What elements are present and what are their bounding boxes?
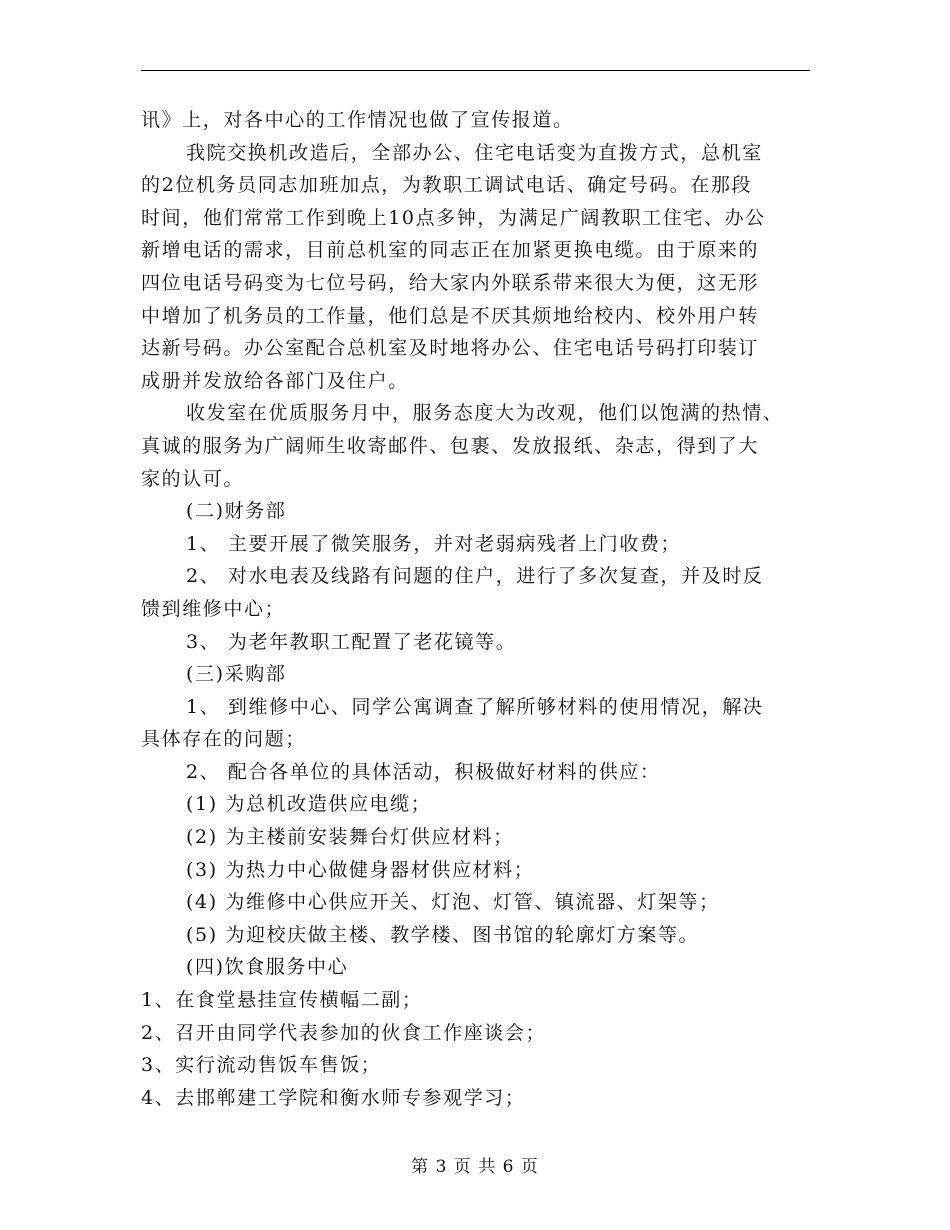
text-line-content: 1、在食堂悬挂宣传横幅二副； [141,989,423,1012]
text-line-content: 3、实行流动售饭车售饭； [141,1054,382,1077]
text-line [141,234,810,267]
text-line [141,1049,810,1082]
text-line [141,169,810,202]
text-line [141,202,810,235]
text-line [141,951,810,984]
text-line-content: 2、召开由同学代表参加的伙食工作座谈会； [141,1021,547,1044]
text-line [141,560,810,593]
text-line [141,528,810,561]
text-line [141,397,810,430]
text-line-content: 时间，他们常常工作到晚上10点多钟，为满足广阔教职工住宅、办公 [141,206,766,229]
text-line [141,821,810,854]
document-body [141,104,810,1114]
text-line-content: 新增电话的需求，目前总机室的同志正在加紧更换电缆。由于原来的 [141,239,760,262]
text-line [141,137,810,170]
text-line [141,495,810,528]
text-line [141,104,810,137]
text-line-content: 我院交换机改造后，全部办公、住宅电话变为直拨方式，总机室 [186,141,763,164]
text-line [141,300,810,333]
text-line-content: 成册并发放给各部门及住户。 [141,369,409,392]
text-line-content: 馈到维修中心； [141,597,286,620]
header-rule [141,70,810,71]
text-line [141,658,810,691]
text-line [141,593,810,626]
text-line [141,1017,810,1050]
text-line-content: (2) 为主楼前安装舞台灯供应材料； [186,826,514,849]
text-line-content: 1、 到维修中心、同学公寓调查了解所够材料的使用情况，解决 [186,695,764,718]
text-line [141,430,810,463]
text-line-content: 四位电话号码变为七位号码，给大家内外联系带来很大为便，这无形 [141,271,760,294]
text-line-content: 具体存在的问题； [141,728,306,751]
text-line [141,626,810,659]
text-line [141,463,810,496]
text-line [141,267,810,300]
text-line [141,723,810,756]
text-line [141,788,810,821]
text-line [141,332,810,365]
text-line-content: 家的认可。 [141,467,245,490]
text-line-content: (四)饮食服务中心 [186,956,349,979]
text-line [141,1082,810,1115]
text-line-content: (5) 为迎校庆做主楼、教学楼、图书馆的轮廓灯方案等。 [186,923,700,946]
text-line-content: 讯》上，对各中心的工作情况也做了宣传报道。 [141,109,574,131]
text-line-content: 中增加了机务员的工作量，他们总是不厌其烦地给校内、校外用户转 [141,304,760,327]
text-line-content: (二)财务部 [186,500,287,523]
text-line [141,691,810,724]
text-line-content: 2、 配合各单位的具体活动，积极做好材料的供应： [186,760,661,783]
text-line-content: 达新号码。办公室配合总机室及时地将办公、住宅电话号码打印装订 [141,337,760,360]
text-line-content: 收发室在优质服务月中，服务态度大为改观，他们以饱满的热情、 [186,402,784,425]
text-line [141,919,810,952]
text-line [141,854,810,887]
text-line [141,365,810,398]
text-line-content: (4) 为维修中心供应开关、灯泡、灯管、镇流器、灯架等； [186,891,720,914]
text-line-content: (3) 为热力中心做健身器材供应材料； [186,858,535,881]
page-number: 第 3 页 共 6 页 [411,1157,539,1177]
text-line-content: 2、 对水电表及线路有问题的住户，进行了多次复查，并及时反 [186,565,764,588]
text-line-content: 1、 主要开展了微笑服务，并对老弱病残者上门收费； [186,532,682,555]
text-line-content: 的2位机务员同志加班加点，为教职工调试电话、确定号码。在那段 [141,174,753,197]
text-line-content: 真诚的服务为广阔师生收寄邮件、包裹、发放报纸、杂志，得到了大 [141,434,760,457]
text-line [141,886,810,919]
text-line-content: (三)采购部 [186,663,287,686]
text-line-content: 4、去邯郸建工学院和衡水师专参观学习； [141,1086,526,1109]
text-line [141,984,810,1017]
text-line-content: 3、 为老年教职工配置了老花镜等。 [186,630,517,653]
text-line [141,756,810,789]
text-line-content: (1) 为总机改造供应电缆； [186,793,432,816]
